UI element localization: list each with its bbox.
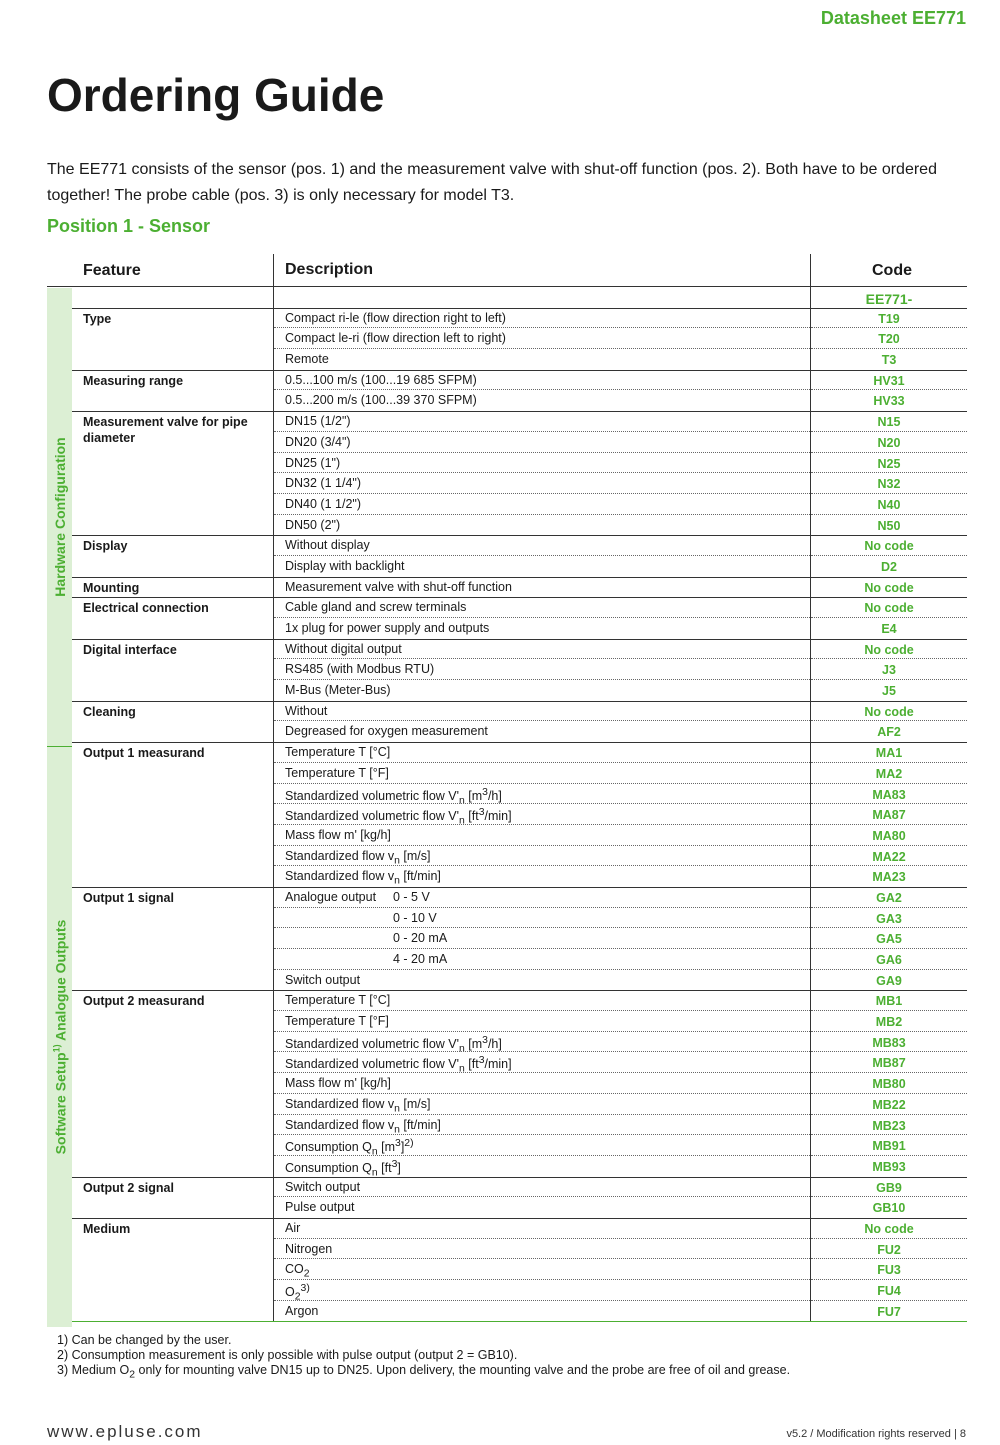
code-cell: HV31 <box>873 373 905 388</box>
table-row <box>47 990 967 1011</box>
description-cell: 1x plug for power supply and outputs <box>285 621 490 635</box>
code-cell: MA80 <box>872 828 906 843</box>
feature-label: Output 1 signal <box>83 890 174 905</box>
code-cell: GB9 <box>876 1180 902 1195</box>
page-title: Ordering Guide <box>47 69 385 121</box>
description-cell: DN20 (3/4") <box>285 434 351 449</box>
description-cell: Temperature T [°C] <box>285 745 391 760</box>
table-row <box>47 804 967 825</box>
description-cell: Consumption $Q_n$ $[m^3]^{2)}$ <box>285 1138 414 1158</box>
code-cell: MB80 <box>872 1077 906 1092</box>
ordering-table <box>47 254 967 1322</box>
table-row <box>47 784 967 805</box>
datasheet-label: Datasheet EE771 <box>820 8 966 28</box>
description-cell: 4 - 20 mA <box>393 952 448 966</box>
code-cell: No code <box>864 1221 914 1236</box>
table-row <box>47 639 967 660</box>
code-cell: AF2 <box>877 725 901 740</box>
table-row <box>47 1280 967 1301</box>
base-code-row <box>47 287 967 308</box>
code-cell: MA2 <box>875 766 903 781</box>
table-row <box>47 473 967 494</box>
code-cell: MA1 <box>875 746 903 761</box>
code-cell: MA22 <box>872 849 906 864</box>
code-cell: MA87 <box>872 808 906 823</box>
header-feature: Feature <box>83 262 141 279</box>
code-cell: D2 <box>881 559 897 574</box>
table-row <box>47 308 967 329</box>
description-cell: 0 - 10 V <box>393 910 437 925</box>
code-cell: N25 <box>877 456 901 471</box>
code-cell: N40 <box>877 497 901 512</box>
table-row <box>47 1073 967 1094</box>
description-cell: Without digital output <box>285 641 402 656</box>
table-row <box>47 432 967 453</box>
code-cell: MB91 <box>872 1139 906 1154</box>
code-cell: GB10 <box>872 1201 906 1216</box>
description-cell: Standardized volumetric flow $V'_n$ $[m^3/h]$ <box>285 786 502 807</box>
table-row <box>47 721 967 742</box>
description-cell: 0.5...200 m/s (100...39 370 SFPM) <box>285 393 477 408</box>
description-cell: 0 - 20 mA <box>393 931 448 946</box>
code-cell: GA3 <box>876 911 902 926</box>
table-row <box>47 370 967 391</box>
table-row <box>47 556 967 577</box>
code-cell: GA5 <box>876 932 902 947</box>
table-row <box>47 349 967 370</box>
code-cell: GA6 <box>876 953 902 967</box>
description-cell: Consumption $Q_n$ $[ft^3]$ <box>285 1158 401 1179</box>
code-cell: N32 <box>877 477 901 492</box>
table-row <box>47 515 967 536</box>
code-cell: No code <box>864 580 914 595</box>
table-row <box>47 846 967 867</box>
footnote: 1) Can be changed by the user. <box>57 1333 232 1347</box>
position-title: Position 1 - Sensor <box>47 216 211 236</box>
header-code: Code <box>872 262 912 279</box>
table-row <box>47 928 967 949</box>
section-label: Software Setup$^{1)}$ Analogue Outputs <box>51 919 68 1155</box>
description-cell: Mass flow m' [kg/h] <box>285 827 391 842</box>
description-cell: Display with backlight <box>285 558 405 573</box>
code-cell: N50 <box>877 518 901 533</box>
description-cell: Without display <box>285 538 370 553</box>
feature-label: Electrical connection <box>83 601 209 616</box>
table-row <box>47 866 967 887</box>
table-row <box>47 1239 967 1260</box>
code-cell: MB83 <box>872 1035 906 1050</box>
table-row <box>47 1135 967 1156</box>
code-cell: No code <box>864 704 914 719</box>
description-cell: DN15 (1/2") <box>285 414 351 429</box>
description-cell: Analogue output 0 - 5 V <box>285 889 430 904</box>
table-header <box>47 254 967 287</box>
table-row <box>47 742 967 763</box>
description-cell: Remote <box>285 352 329 367</box>
table-row <box>47 597 967 618</box>
code-cell: MB93 <box>872 1159 906 1174</box>
description-cell: Measurement valve with shut-off function <box>285 579 512 594</box>
table-row <box>47 701 967 722</box>
code-cell: FU3 <box>877 1263 901 1278</box>
table-row <box>47 618 967 639</box>
description-cell: Argon <box>285 1303 319 1318</box>
table-row <box>47 494 967 515</box>
table-row <box>47 1094 967 1115</box>
description-cell: $CO_2$ <box>285 1262 310 1280</box>
description-cell: Switch output <box>285 972 361 987</box>
feature-label: Output 2 signal <box>83 1180 174 1195</box>
description-cell: Standardized flow $v_n$ [ft/min] <box>285 869 441 887</box>
feature-label: Digital interface <box>83 642 177 657</box>
table-row <box>47 328 967 349</box>
description-cell: Temperature T [°C] <box>285 993 391 1008</box>
code-cell: MB2 <box>875 1015 903 1030</box>
feature-label: Display <box>83 539 128 554</box>
description-cell: DN50 (2") <box>285 517 341 532</box>
code-cell: MB23 <box>872 1118 906 1133</box>
description-cell: Standardized flow $v_n$ [m/s] <box>285 848 431 867</box>
code-cell: HV33 <box>873 394 905 409</box>
description-cell: Standardized volumetric flow $V'_n$ $[ft^3/\min]$ <box>285 807 512 827</box>
code-cell: MA83 <box>872 787 906 802</box>
feature-label: Measuring range <box>83 373 184 388</box>
code-cell: No code <box>864 642 914 657</box>
table-row <box>47 1156 967 1177</box>
code-cell: E4 <box>881 622 897 636</box>
table-row <box>47 1197 967 1218</box>
footnotes <box>57 1333 790 1383</box>
table-row <box>47 908 967 929</box>
code-cell: J3 <box>882 663 896 678</box>
table-row <box>47 949 967 970</box>
code-cell: No code <box>864 601 914 616</box>
description-cell: Degreased for oxygen measurement <box>285 724 488 739</box>
description-cell: Standardized flow $v_n$ [ft/min] <box>285 1117 441 1135</box>
code-cell: FU7 <box>877 1304 901 1319</box>
table-row <box>47 659 967 680</box>
description-cell: Without <box>285 703 328 718</box>
header-description: Description <box>285 261 374 278</box>
description-cell: Temperature T [°F] <box>285 765 389 780</box>
table-row <box>47 535 967 556</box>
feature-label: Measurement valve for pipe diameter <box>83 415 248 446</box>
description-cell: $O_2^{3)}$ <box>285 1283 310 1303</box>
description-cell: Pulse output <box>285 1200 355 1215</box>
description-cell: Standardized volumetric flow $V'_n$ $[m^3/h]$ <box>285 1034 502 1055</box>
code-cell: No code <box>864 539 914 554</box>
description-cell: Cable gland and screw terminals <box>285 600 467 615</box>
table-row <box>47 1032 967 1053</box>
description-cell: 0.5...100 m/s (100...19 685 SFPM) <box>285 372 477 387</box>
base-code: EE771- <box>865 291 913 307</box>
code-cell: MB87 <box>872 1056 906 1071</box>
description-cell: DN25 (1") <box>285 455 341 470</box>
feature-label: Type <box>83 311 112 326</box>
code-cell: T19 <box>878 311 900 326</box>
code-cell: GA9 <box>876 973 902 988</box>
table-row <box>47 1301 967 1322</box>
description-cell: Switch output <box>285 1179 361 1194</box>
description-cell: Compact le-ri (flow direction left to right) <box>285 331 506 346</box>
intro-text: The EE771 consists of the sensor (pos. 1) and the measurement valve with shut-off function (pos. 2). Both have to be ordered together! The probe cable (pos. 3) is only necessary for model T3. <box>47 161 937 204</box>
feature-label: Mounting <box>83 580 140 595</box>
table-row <box>47 887 967 908</box>
description-cell: DN32 (1 1/4") <box>285 476 361 491</box>
table-row <box>47 1218 967 1239</box>
feature-label: Output 1 measurand <box>83 746 205 761</box>
section-label: Hardware Configuration <box>51 437 68 597</box>
code-cell: N15 <box>877 415 901 430</box>
code-cell: T3 <box>881 353 897 368</box>
code-cell: MB22 <box>872 1097 906 1112</box>
description-cell: Compact ri-le (flow direction right to left) <box>285 310 506 325</box>
table-row <box>47 763 967 784</box>
table-row <box>47 390 967 411</box>
code-cell: FU4 <box>877 1284 901 1298</box>
code-cell: MB1 <box>875 994 903 1009</box>
table-row <box>47 577 967 598</box>
code-cell: GA2 <box>876 890 902 905</box>
footnote: 3) Medium $O_2$ only for mounting valve DN15 up to DN25. Upon delivery, the mounting valve and the probe are free of oil and grease. <box>57 1363 791 1381</box>
table-row <box>47 1259 967 1280</box>
code-cell: N20 <box>877 435 901 450</box>
description-cell: Air <box>285 1220 301 1235</box>
description-cell: Mass flow m' [kg/h] <box>285 1076 391 1091</box>
description-cell: RS485 (with Modbus RTU) <box>285 662 435 677</box>
code-cell: MA23 <box>872 870 906 885</box>
description-cell: DN40 (1 1/2") <box>285 496 361 511</box>
footnote: 2) Consumption measurement is only possible with pulse output (output 2 = GB10). <box>57 1348 518 1362</box>
code-cell: FU2 <box>877 1242 901 1257</box>
description-cell: Nitrogen <box>285 1241 333 1256</box>
description-cell: Standardized volumetric flow $V'_n$ $[ft^3/\min]$ <box>285 1055 512 1076</box>
table-row <box>47 1177 967 1198</box>
table-row <box>47 825 967 846</box>
code-cell: J5 <box>882 684 896 699</box>
footer-website: www.epluse.com <box>47 1422 203 1441</box>
table-row <box>47 1052 967 1076</box>
footer-version: v5.2 / Modification rights reserved | 8 <box>786 1428 966 1440</box>
table-row <box>47 453 967 474</box>
feature-label: Cleaning <box>83 704 136 719</box>
table-row <box>47 970 967 991</box>
description-cell: Standardized flow $v_n$ [m/s] <box>285 1096 431 1115</box>
table-row <box>47 680 967 701</box>
feature-label: Output 2 measurand <box>83 994 205 1009</box>
description-cell: Temperature T [°F] <box>285 1014 389 1029</box>
feature-label: Medium <box>83 1221 131 1236</box>
description-cell: M-Bus (Meter-Bus) <box>285 683 391 698</box>
code-cell: T20 <box>878 332 900 347</box>
table-row <box>47 1115 967 1136</box>
table-row <box>47 1011 967 1032</box>
